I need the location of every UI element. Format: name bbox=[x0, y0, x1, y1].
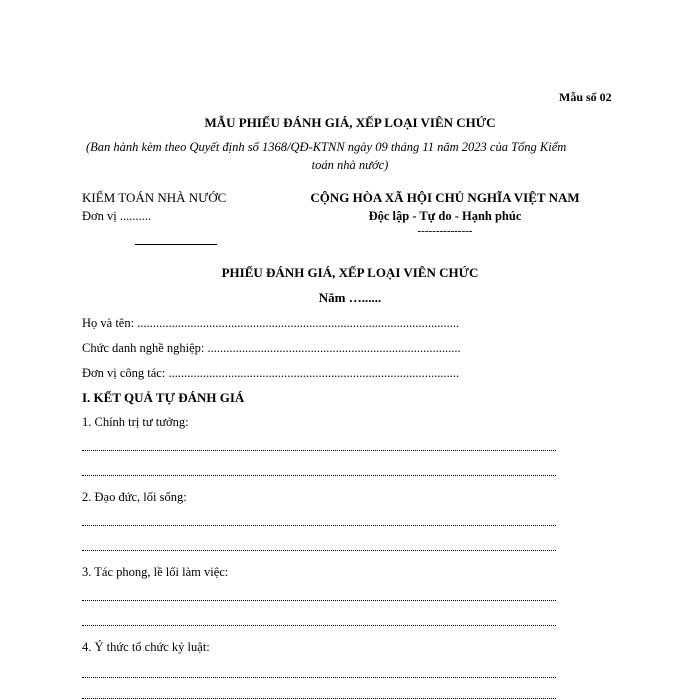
national-motto: Độc lập - Tự do - Hạnh phúc bbox=[368, 209, 522, 223]
agency-unit: Đơn vị .......... bbox=[82, 209, 152, 223]
answer-line[interactable] bbox=[82, 625, 556, 626]
answer-line[interactable] bbox=[82, 550, 556, 551]
national-separator: --------------- bbox=[417, 225, 473, 237]
answer-line[interactable] bbox=[82, 525, 556, 526]
form-title: MẪU PHIẾU ĐÁNH GIÁ, XẾP LOẠI VIÊN CHỨC bbox=[204, 115, 496, 130]
issued-note-line-2: toán nhà nước) bbox=[311, 158, 389, 172]
answer-line[interactable] bbox=[82, 698, 556, 699]
answer-line[interactable] bbox=[82, 600, 556, 601]
answer-line[interactable] bbox=[82, 677, 556, 678]
issued-note-line-1: (Ban hành kèm theo Quyết định số 1368/QĐ-KTNN ngày 09 tháng 11 năm 2023 của Tổng Kiểm bbox=[86, 140, 567, 154]
agency-underline bbox=[135, 244, 217, 245]
national-name: CỘNG HÒA XÃ HỘI CHỦ NGHĨA VIỆT NAM bbox=[310, 190, 580, 205]
answer-line[interactable] bbox=[82, 450, 556, 451]
year-line: Năm …...... bbox=[318, 290, 382, 305]
item-ethics-lifestyle: 2. Đạo đức, lối sống: bbox=[82, 490, 187, 504]
job-title-field[interactable]: Chức danh nghề nghiệp: ................................................................................. bbox=[82, 341, 461, 355]
answer-line[interactable] bbox=[82, 475, 556, 476]
agency-name: KIỂM TOÁN NHÀ NƯỚC bbox=[82, 190, 227, 205]
section-1-heading: I. KẾT QUẢ TỰ ĐÁNH GIÁ bbox=[82, 390, 245, 405]
item-political-ideology: 1. Chính trị tư tưởng: bbox=[82, 415, 189, 429]
item-discipline: 4. Ý thức tổ chức kỷ luật: bbox=[82, 640, 210, 654]
sheet-title: PHIẾU ĐÁNH GIÁ, XẾP LOẠI VIÊN CHỨC bbox=[221, 265, 479, 280]
form-number: Mẫu số 02 bbox=[559, 90, 612, 104]
item-working-style: 3. Tác phong, lề lối làm việc: bbox=[82, 565, 229, 579]
workplace-field[interactable]: Đơn vị công tác: ............................................................................................. bbox=[82, 366, 460, 380]
full-name-field[interactable]: Họ và tên: ....................................................................................................... bbox=[82, 316, 460, 330]
